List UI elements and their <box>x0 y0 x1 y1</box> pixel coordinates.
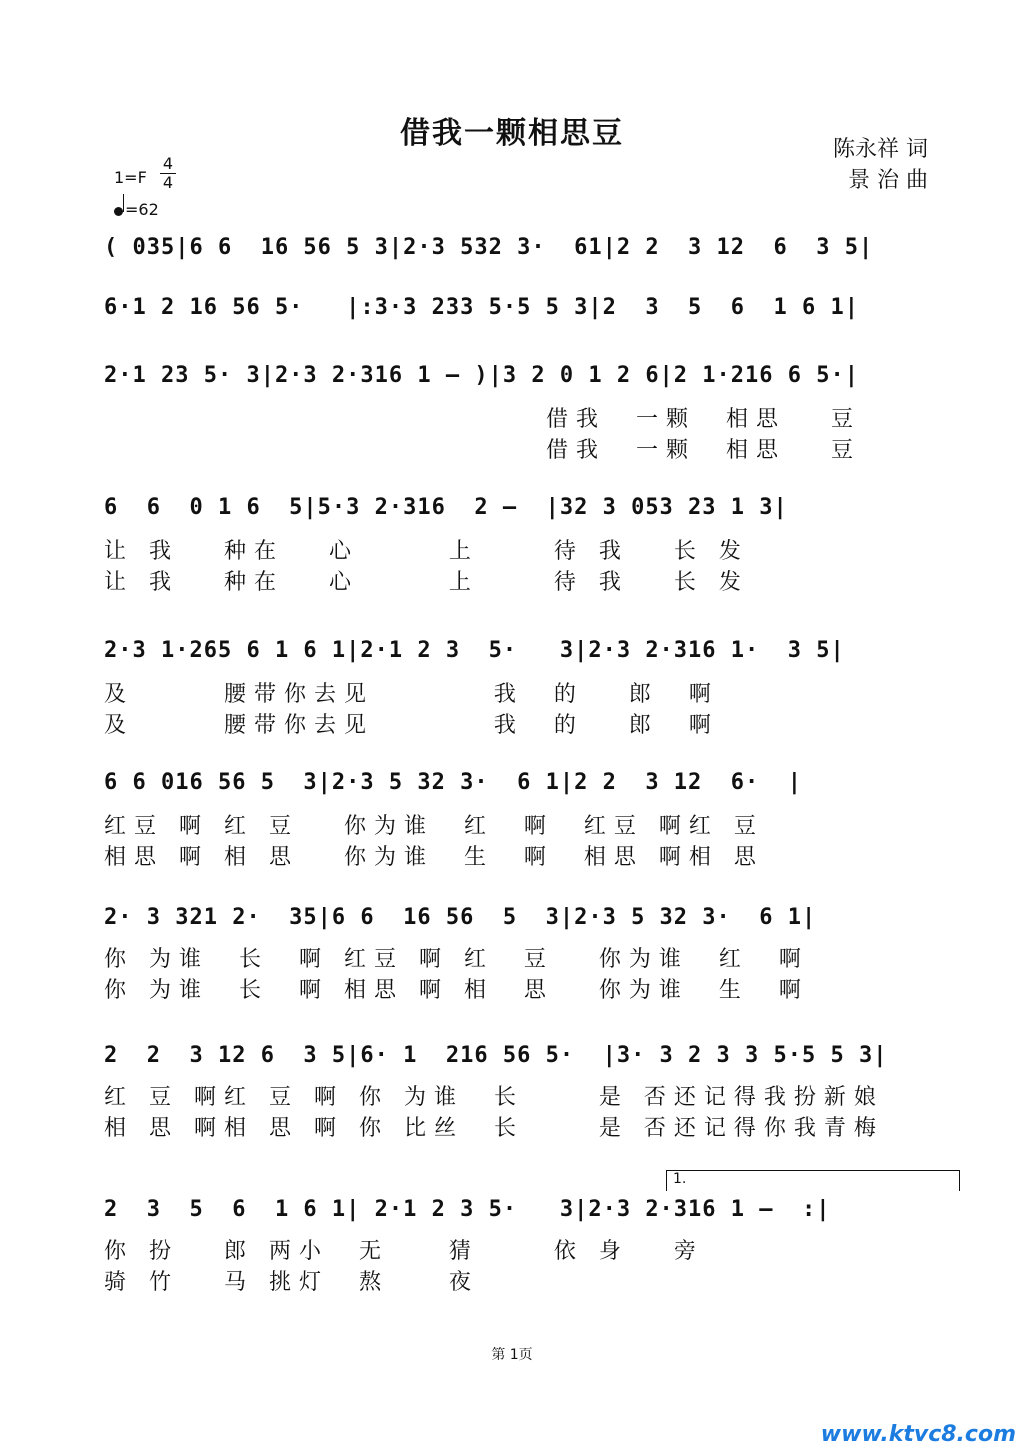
notation-line: 6 6 016 56 5 3|2·3 5 32 3· 6 1|2 2 3 12 6· | <box>104 770 803 795</box>
first-ending-bracket: 1. <box>666 1170 960 1191</box>
notation-line: 2 3 5 6 1 6 1| 2·1 2 3 5· 3|2·3 2·316 1 – :| <box>104 1197 831 1222</box>
notation-line: ( 035|6 6 16 56 5 3|2·3 532 3· 61|2 2 3 12 6 3 5| <box>104 235 874 260</box>
notation-line: 6 6 0 1 6 5|5·3 2·316 2 – |32 3 053 23 1 3| <box>104 495 788 520</box>
tempo-mark: =62 <box>114 200 159 219</box>
lyric-verse-2: 借我 一颗 相思 豆 <box>546 438 861 463</box>
notation-line: 6·1 2 16 56 5· |:3·3 233 5·5 5 3|2 3 5 6 1 6 1| <box>104 295 859 320</box>
watermark: www.ktvc8.com <box>820 1422 1016 1447</box>
lyric-verse-1: 借我 一颗 相思 豆 <box>546 407 861 432</box>
composer: 景 治 曲 <box>848 168 928 193</box>
lyric-verse-2: 相思 啊 相 思 你为谁 生 啊 相思 啊相 思 <box>104 845 764 870</box>
lyric-verse-2: 骑 竹 马 挑灯 熬 夜 <box>104 1270 479 1295</box>
notation-line: 2·3 1·265 6 1 6 1|2·1 2 3 5· 3|2·3 2·316 1· 3 5| <box>104 638 845 663</box>
quarter-note-icon <box>114 207 123 216</box>
lyric-verse-1: 及 腰带你去见 我 的 郎 啊 <box>104 682 719 707</box>
lyric-verse-2: 相 思 啊相 思 啊 你 比丝 长 是 否还记得你我青梅 <box>104 1116 884 1141</box>
lyric-verse-1: 你 扮 郎 两小 无 猜 依 身 旁 <box>104 1239 704 1264</box>
lyric-verse-1: 你 为谁 长 啊 红豆 啊 红 豆 你为谁 红 啊 <box>104 947 809 972</box>
key-signature: 1=F <box>114 168 147 187</box>
song-title: 借我一颗相思豆 <box>400 116 624 151</box>
lyric-verse-1: 红豆 啊 红 豆 你为谁 红 啊 红豆 啊红 豆 <box>104 814 764 839</box>
time-signature-top: 4 <box>162 154 174 173</box>
time-signature-bottom: 4 <box>162 173 174 192</box>
lyric-verse-1: 让 我 种在 心 上 待 我 长 发 <box>104 539 749 564</box>
lyric-verse-2: 及 腰带你去见 我 的 郎 啊 <box>104 713 719 738</box>
notation-line: 2· 3 321 2· 35|6 6 16 56 5 3|2·3 5 32 3· 6 1| <box>104 905 817 930</box>
notation-line: 2·1 23 5· 3|2·3 2·316 1 – )|3 2 0 1 2 6|2 1·216 6 5·| <box>104 363 859 388</box>
notation-line: 2 2 3 12 6 3 5|6· 1 216 56 5· |3· 3 2 3 3 5·5 5 3| <box>104 1043 888 1068</box>
lyric-verse-1: 红 豆 啊红 豆 啊 你 为谁 长 是 否还记得我扮新娘 <box>104 1085 884 1110</box>
lyric-verse-2: 你 为谁 长 啊 相思 啊 相 思 你为谁 生 啊 <box>104 978 809 1003</box>
page-number: 第 1页 <box>491 1347 533 1363</box>
time-signature <box>160 155 176 192</box>
lyric-verse-2: 让 我 种在 心 上 待 我 长 发 <box>104 570 749 595</box>
lyricist: 陈永祥 词 <box>833 137 928 162</box>
